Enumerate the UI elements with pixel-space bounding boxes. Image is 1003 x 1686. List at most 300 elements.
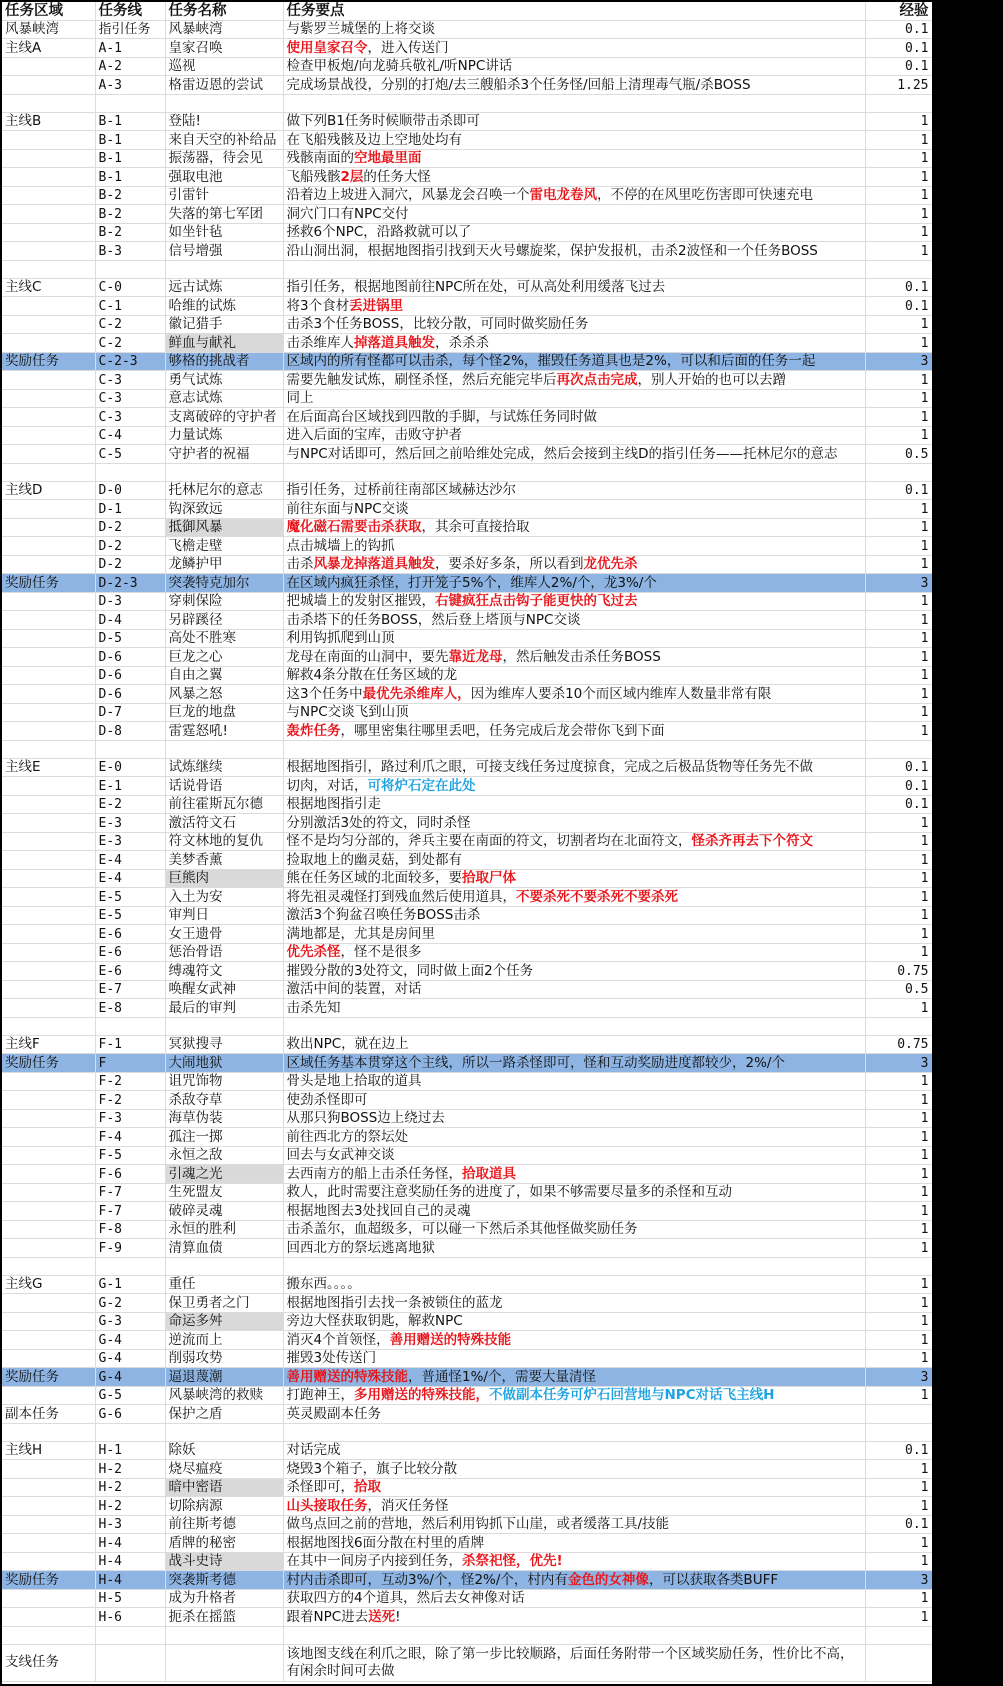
name-cell[interactable]: 暗中密语: [165, 1478, 283, 1497]
points-cell[interactable]: [283, 278, 865, 297]
name-cell[interactable]: 穿刺保险: [165, 592, 283, 611]
area-cell[interactable]: [2, 1239, 95, 1258]
area-cell[interactable]: [2, 297, 95, 316]
header-points[interactable]: 任务要点: [283, 2, 865, 20]
line-cell[interactable]: D-2: [95, 537, 165, 556]
name-cell[interactable]: 格雷迈恩的尝试: [165, 76, 283, 95]
line-cell[interactable]: G-3: [95, 1312, 165, 1331]
points-cell[interactable]: [283, 758, 865, 777]
points-cell[interactable]: [283, 795, 865, 814]
area-cell[interactable]: [2, 186, 95, 205]
area-cell[interactable]: [2, 463, 95, 481]
area-cell[interactable]: [2, 315, 95, 334]
points-cell[interactable]: [283, 962, 865, 981]
line-cell[interactable]: C-3: [95, 408, 165, 427]
area-cell[interactable]: [2, 1534, 95, 1553]
points-cell[interactable]: [283, 1515, 865, 1534]
header-name[interactable]: 任务名称: [165, 2, 283, 20]
header-area[interactable]: 任务区域: [2, 2, 95, 20]
name-cell[interactable]: 烧尽瘟疫: [165, 1460, 283, 1479]
points-cell[interactable]: [283, 500, 865, 519]
exp-cell[interactable]: 1: [865, 925, 932, 944]
points-cell[interactable]: [283, 1571, 865, 1590]
name-cell[interactable]: 钩深致远: [165, 500, 283, 519]
name-cell[interactable]: 诅咒饰物: [165, 1072, 283, 1091]
line-cell[interactable]: [95, 1423, 165, 1441]
line-cell[interactable]: F-5: [95, 1146, 165, 1165]
points-cell[interactable]: [283, 1109, 865, 1128]
name-cell[interactable]: 女王遗骨: [165, 925, 283, 944]
area-cell[interactable]: 奖励任务: [2, 1054, 95, 1073]
line-cell[interactable]: E-2: [95, 795, 165, 814]
exp-cell[interactable]: 0.1: [865, 1515, 932, 1534]
points-cell[interactable]: [283, 1257, 865, 1275]
points-cell[interactable]: [283, 223, 865, 242]
line-cell[interactable]: F-2: [95, 1091, 165, 1110]
name-cell[interactable]: 大闹地狱: [165, 1054, 283, 1073]
line-cell[interactable]: E-6: [95, 962, 165, 981]
points-cell[interactable]: [283, 777, 865, 796]
area-cell[interactable]: [2, 1515, 95, 1534]
points-cell[interactable]: [283, 1054, 865, 1073]
name-cell[interactable]: 话说骨语: [165, 777, 283, 796]
name-cell[interactable]: 失落的第七军团: [165, 205, 283, 224]
name-cell[interactable]: 缚魂符文: [165, 962, 283, 981]
exp-cell[interactable]: [865, 1257, 932, 1275]
exp-cell[interactable]: 1: [865, 906, 932, 925]
exp-cell[interactable]: 1: [865, 851, 932, 870]
exp-cell[interactable]: 1: [865, 1534, 932, 1553]
points-cell[interactable]: [283, 999, 865, 1018]
name-cell[interactable]: [165, 740, 283, 758]
name-cell[interactable]: 保卫勇者之门: [165, 1294, 283, 1313]
points-cell[interactable]: [283, 352, 865, 371]
exp-cell[interactable]: 1: [865, 685, 932, 704]
area-cell[interactable]: [2, 149, 95, 168]
line-cell[interactable]: [95, 1017, 165, 1035]
points-cell[interactable]: [283, 629, 865, 648]
name-cell[interactable]: [165, 1257, 283, 1275]
area-cell[interactable]: [2, 1386, 95, 1405]
points-cell[interactable]: [283, 242, 865, 261]
points-cell[interactable]: [283, 1608, 865, 1627]
area-cell[interactable]: [2, 1331, 95, 1350]
line-cell[interactable]: G-4: [95, 1331, 165, 1350]
exp-cell[interactable]: 1: [865, 500, 932, 519]
points-cell[interactable]: [283, 1202, 865, 1221]
line-cell[interactable]: B-1: [95, 149, 165, 168]
line-cell[interactable]: H-4: [95, 1534, 165, 1553]
line-cell[interactable]: D-8: [95, 722, 165, 741]
area-cell[interactable]: [2, 408, 95, 427]
points-cell[interactable]: [283, 1091, 865, 1110]
area-cell[interactable]: [2, 888, 95, 907]
points-cell[interactable]: [283, 389, 865, 408]
line-cell[interactable]: [95, 463, 165, 481]
exp-cell[interactable]: 0.1: [865, 278, 932, 297]
area-cell[interactable]: [2, 1589, 95, 1608]
name-cell[interactable]: 孤注一掷: [165, 1128, 283, 1147]
points-cell[interactable]: [283, 39, 865, 58]
line-cell[interactable]: D-4: [95, 611, 165, 630]
name-cell[interactable]: 雷霆怒吼!: [165, 722, 283, 741]
name-cell[interactable]: 勇气试炼: [165, 371, 283, 390]
line-cell[interactable]: [95, 1644, 165, 1681]
exp-cell[interactable]: 1: [865, 1478, 932, 1497]
exp-cell[interactable]: 3: [865, 352, 932, 371]
line-cell[interactable]: F-7: [95, 1202, 165, 1221]
line-cell[interactable]: G-1: [95, 1275, 165, 1294]
name-cell[interactable]: 杀敌夺草: [165, 1091, 283, 1110]
name-cell[interactable]: 生死盟友: [165, 1183, 283, 1202]
points-cell[interactable]: [283, 1128, 865, 1147]
area-cell[interactable]: [2, 703, 95, 722]
points-cell[interactable]: [283, 1072, 865, 1091]
area-cell[interactable]: [2, 1220, 95, 1239]
points-cell[interactable]: [283, 1441, 865, 1460]
exp-cell[interactable]: 1: [865, 1220, 932, 1239]
exp-cell[interactable]: 1: [865, 1239, 932, 1258]
points-cell[interactable]: [283, 315, 865, 334]
name-cell[interactable]: [165, 260, 283, 278]
name-cell[interactable]: 巨龙的地盘: [165, 703, 283, 722]
line-cell[interactable]: F-3: [95, 1109, 165, 1128]
area-cell[interactable]: [2, 685, 95, 704]
line-cell[interactable]: E-3: [95, 814, 165, 833]
line-cell[interactable]: F-6: [95, 1165, 165, 1184]
name-cell[interactable]: 海草伪装: [165, 1109, 283, 1128]
name-cell[interactable]: 守护者的祝福: [165, 445, 283, 464]
points-cell[interactable]: [283, 1146, 865, 1165]
line-cell[interactable]: E-1: [95, 777, 165, 796]
exp-cell[interactable]: 1: [865, 1386, 932, 1405]
line-cell[interactable]: B-3: [95, 242, 165, 261]
line-cell[interactable]: D-6: [95, 666, 165, 685]
area-cell[interactable]: [2, 1165, 95, 1184]
exp-cell[interactable]: 3: [865, 1571, 932, 1590]
area-cell[interactable]: 副本任务: [2, 1405, 95, 1424]
line-cell[interactable]: [95, 740, 165, 758]
line-cell[interactable]: B-1: [95, 168, 165, 187]
area-cell[interactable]: [2, 962, 95, 981]
name-cell[interactable]: 振荡器，待会见: [165, 149, 283, 168]
points-cell[interactable]: [283, 1644, 865, 1681]
area-cell[interactable]: [2, 57, 95, 76]
exp-cell[interactable]: 0.1: [865, 39, 932, 58]
area-cell[interactable]: [2, 925, 95, 944]
points-cell[interactable]: [283, 1017, 865, 1035]
area-cell[interactable]: 主线C: [2, 278, 95, 297]
line-cell[interactable]: D-6: [95, 685, 165, 704]
name-cell[interactable]: 削弱攻势: [165, 1349, 283, 1368]
name-cell[interactable]: 盾牌的秘密: [165, 1534, 283, 1553]
points-cell[interactable]: [283, 943, 865, 962]
line-cell[interactable]: C-4: [95, 426, 165, 445]
line-cell[interactable]: [95, 94, 165, 112]
name-cell[interactable]: 逼退蔑潮: [165, 1368, 283, 1387]
exp-cell[interactable]: [865, 1405, 932, 1424]
area-cell[interactable]: [2, 1423, 95, 1441]
exp-cell[interactable]: 1: [865, 334, 932, 353]
name-cell[interactable]: 强取电池: [165, 168, 283, 187]
name-cell[interactable]: 巡视: [165, 57, 283, 76]
name-cell[interactable]: 登陆!: [165, 112, 283, 131]
name-cell[interactable]: 美梦香薰: [165, 851, 283, 870]
area-cell[interactable]: [2, 1017, 95, 1035]
area-cell[interactable]: [2, 851, 95, 870]
area-cell[interactable]: 奖励任务: [2, 1368, 95, 1387]
name-cell[interactable]: 另辟蹊径: [165, 611, 283, 630]
exp-cell[interactable]: 1: [865, 629, 932, 648]
name-cell[interactable]: 扼杀在摇篮: [165, 1608, 283, 1627]
name-cell[interactable]: 意志试炼: [165, 389, 283, 408]
name-cell[interactable]: 抵御风暴: [165, 518, 283, 537]
area-cell[interactable]: 主线A: [2, 39, 95, 58]
line-cell[interactable]: B-1: [95, 112, 165, 131]
exp-cell[interactable]: 1: [865, 389, 932, 408]
area-cell[interactable]: [2, 500, 95, 519]
area-cell[interactable]: [2, 592, 95, 611]
points-cell[interactable]: [283, 906, 865, 925]
exp-cell[interactable]: 1: [865, 943, 932, 962]
name-cell[interactable]: 巨龙之心: [165, 648, 283, 667]
area-cell[interactable]: 主线D: [2, 481, 95, 500]
points-cell[interactable]: [283, 832, 865, 851]
line-cell[interactable]: H-4: [95, 1571, 165, 1590]
name-cell[interactable]: 支离破碎的守护者: [165, 408, 283, 427]
exp-cell[interactable]: 1.25: [865, 76, 932, 95]
exp-cell[interactable]: 1: [865, 1165, 932, 1184]
points-cell[interactable]: [283, 94, 865, 112]
points-cell[interactable]: [283, 205, 865, 224]
points-cell[interactable]: [283, 574, 865, 593]
name-cell[interactable]: 破碎灵魂: [165, 1202, 283, 1221]
points-cell[interactable]: [283, 1349, 865, 1368]
name-cell[interactable]: 力量试炼: [165, 426, 283, 445]
points-cell[interactable]: [283, 168, 865, 187]
line-cell[interactable]: C-3: [95, 371, 165, 390]
exp-cell[interactable]: [865, 94, 932, 112]
exp-cell[interactable]: [865, 1626, 932, 1644]
exp-cell[interactable]: 1: [865, 1128, 932, 1147]
exp-cell[interactable]: 1: [865, 1349, 932, 1368]
area-cell[interactable]: 主线G: [2, 1275, 95, 1294]
name-cell[interactable]: 前往斯考德: [165, 1515, 283, 1534]
line-cell[interactable]: D-7: [95, 703, 165, 722]
line-cell[interactable]: H-1: [95, 1441, 165, 1460]
area-cell[interactable]: [2, 131, 95, 150]
area-cell[interactable]: [2, 1128, 95, 1147]
name-cell[interactable]: 飞檐走壁: [165, 537, 283, 556]
line-cell[interactable]: F-2: [95, 1072, 165, 1091]
points-cell[interactable]: [283, 260, 865, 278]
exp-cell[interactable]: 1: [865, 666, 932, 685]
area-cell[interactable]: 支线任务: [2, 1644, 95, 1681]
name-cell[interactable]: 冥狱搜寻: [165, 1035, 283, 1054]
area-cell[interactable]: [2, 1109, 95, 1128]
area-cell[interactable]: [2, 1349, 95, 1368]
line-cell[interactable]: B-1: [95, 131, 165, 150]
points-cell[interactable]: [283, 1423, 865, 1441]
name-cell[interactable]: [165, 94, 283, 112]
exp-cell[interactable]: 3: [865, 1054, 932, 1073]
exp-cell[interactable]: 0.1: [865, 20, 932, 39]
area-cell[interactable]: [2, 371, 95, 390]
exp-cell[interactable]: 1: [865, 1072, 932, 1091]
line-cell[interactable]: D-2: [95, 555, 165, 574]
name-cell[interactable]: 如坐针毡: [165, 223, 283, 242]
area-cell[interactable]: [2, 76, 95, 95]
line-cell[interactable]: E-4: [95, 869, 165, 888]
line-cell[interactable]: B-2: [95, 205, 165, 224]
line-cell[interactable]: D-2: [95, 518, 165, 537]
area-cell[interactable]: [2, 242, 95, 261]
line-cell[interactable]: B-2: [95, 186, 165, 205]
exp-cell[interactable]: 1: [865, 426, 932, 445]
exp-cell[interactable]: 1: [865, 537, 932, 556]
points-cell[interactable]: [283, 740, 865, 758]
points-cell[interactable]: [283, 648, 865, 667]
exp-cell[interactable]: 1: [865, 888, 932, 907]
line-cell[interactable]: G-4: [95, 1368, 165, 1387]
exp-cell[interactable]: 1: [865, 186, 932, 205]
area-cell[interactable]: 主线F: [2, 1035, 95, 1054]
exp-cell[interactable]: 0.1: [865, 481, 932, 500]
area-cell[interactable]: [2, 832, 95, 851]
exp-cell[interactable]: 1: [865, 832, 932, 851]
exp-cell[interactable]: [865, 463, 932, 481]
exp-cell[interactable]: [865, 740, 932, 758]
line-cell[interactable]: A-3: [95, 76, 165, 95]
points-cell[interactable]: [283, 1165, 865, 1184]
name-cell[interactable]: [165, 463, 283, 481]
name-cell[interactable]: 激活符文石: [165, 814, 283, 833]
name-cell[interactable]: 风暴峡湾的救赎: [165, 1386, 283, 1405]
area-cell[interactable]: 奖励任务: [2, 352, 95, 371]
exp-cell[interactable]: 1: [865, 1091, 932, 1110]
points-cell[interactable]: [283, 408, 865, 427]
points-cell[interactable]: [283, 149, 865, 168]
exp-cell[interactable]: 1: [865, 1497, 932, 1516]
exp-cell[interactable]: 1: [865, 1109, 932, 1128]
points-cell[interactable]: [283, 1405, 865, 1424]
area-cell[interactable]: 主线E: [2, 758, 95, 777]
points-cell[interactable]: [283, 1497, 865, 1516]
line-cell[interactable]: F-8: [95, 1220, 165, 1239]
points-cell[interactable]: [283, 76, 865, 95]
name-cell[interactable]: 战斗史诗: [165, 1552, 283, 1571]
line-cell[interactable]: 指引任务: [95, 20, 165, 39]
name-cell[interactable]: 哈维的试炼: [165, 297, 283, 316]
area-cell[interactable]: [2, 980, 95, 999]
name-cell[interactable]: 风暴峡湾: [165, 20, 283, 39]
points-cell[interactable]: [283, 925, 865, 944]
exp-cell[interactable]: 0.1: [865, 777, 932, 796]
exp-cell[interactable]: 0.75: [865, 1035, 932, 1054]
exp-cell[interactable]: 0.1: [865, 297, 932, 316]
area-cell[interactable]: [2, 555, 95, 574]
area-cell[interactable]: [2, 205, 95, 224]
exp-cell[interactable]: 1: [865, 371, 932, 390]
name-cell[interactable]: 徽记猎手: [165, 315, 283, 334]
name-cell[interactable]: 最后的审判: [165, 999, 283, 1018]
exp-cell[interactable]: 1: [865, 315, 932, 334]
points-cell[interactable]: [283, 1183, 865, 1202]
points-cell[interactable]: [283, 518, 865, 537]
area-cell[interactable]: [2, 814, 95, 833]
exp-cell[interactable]: 1: [865, 1608, 932, 1627]
exp-cell[interactable]: 0.1: [865, 1441, 932, 1460]
exp-cell[interactable]: 1: [865, 112, 932, 131]
exp-cell[interactable]: 3: [865, 574, 932, 593]
exp-cell[interactable]: 1: [865, 1183, 932, 1202]
points-cell[interactable]: [283, 1275, 865, 1294]
area-cell[interactable]: [2, 943, 95, 962]
area-cell[interactable]: [2, 1478, 95, 1497]
line-cell[interactable]: E-3: [95, 832, 165, 851]
area-cell[interactable]: [2, 722, 95, 741]
line-cell[interactable]: D-6: [95, 648, 165, 667]
line-cell[interactable]: [95, 260, 165, 278]
points-cell[interactable]: [283, 57, 865, 76]
line-cell[interactable]: H-5: [95, 1589, 165, 1608]
name-cell[interactable]: 清算血债: [165, 1239, 283, 1258]
line-cell[interactable]: E-8: [95, 999, 165, 1018]
points-cell[interactable]: [283, 186, 865, 205]
exp-cell[interactable]: 1: [865, 722, 932, 741]
name-cell[interactable]: 试炼继续: [165, 758, 283, 777]
line-cell[interactable]: D-1: [95, 500, 165, 519]
exp-cell[interactable]: 1: [865, 131, 932, 150]
area-cell[interactable]: [2, 223, 95, 242]
points-cell[interactable]: [283, 1478, 865, 1497]
exp-cell[interactable]: [865, 1017, 932, 1035]
line-cell[interactable]: F-7: [95, 1183, 165, 1202]
area-cell[interactable]: [2, 1294, 95, 1313]
line-cell[interactable]: F-9: [95, 1239, 165, 1258]
name-cell[interactable]: 引雷针: [165, 186, 283, 205]
points-cell[interactable]: [283, 1368, 865, 1387]
exp-cell[interactable]: 1: [865, 1312, 932, 1331]
exp-cell[interactable]: 1: [865, 648, 932, 667]
exp-cell[interactable]: 0.5: [865, 445, 932, 464]
points-cell[interactable]: [283, 1035, 865, 1054]
exp-cell[interactable]: 0.1: [865, 758, 932, 777]
exp-cell[interactable]: 1: [865, 168, 932, 187]
points-cell[interactable]: [283, 851, 865, 870]
exp-cell[interactable]: 1: [865, 149, 932, 168]
name-cell[interactable]: 远古试炼: [165, 278, 283, 297]
name-cell[interactable]: 龙鳞护甲: [165, 555, 283, 574]
area-cell[interactable]: [2, 777, 95, 796]
area-cell[interactable]: 主线B: [2, 112, 95, 131]
exp-cell[interactable]: [865, 260, 932, 278]
line-cell[interactable]: D-0: [95, 481, 165, 500]
line-cell[interactable]: C-0: [95, 278, 165, 297]
area-cell[interactable]: [2, 1497, 95, 1516]
points-cell[interactable]: [283, 666, 865, 685]
area-cell[interactable]: [2, 611, 95, 630]
line-cell[interactable]: A-2: [95, 57, 165, 76]
area-cell[interactable]: [2, 334, 95, 353]
points-cell[interactable]: [283, 537, 865, 556]
points-cell[interactable]: [283, 1331, 865, 1350]
line-cell[interactable]: E-5: [95, 906, 165, 925]
points-cell[interactable]: [283, 445, 865, 464]
line-cell[interactable]: H-2: [95, 1478, 165, 1497]
name-cell[interactable]: 皇家召唤: [165, 39, 283, 58]
name-cell[interactable]: 永恒的胜利: [165, 1220, 283, 1239]
